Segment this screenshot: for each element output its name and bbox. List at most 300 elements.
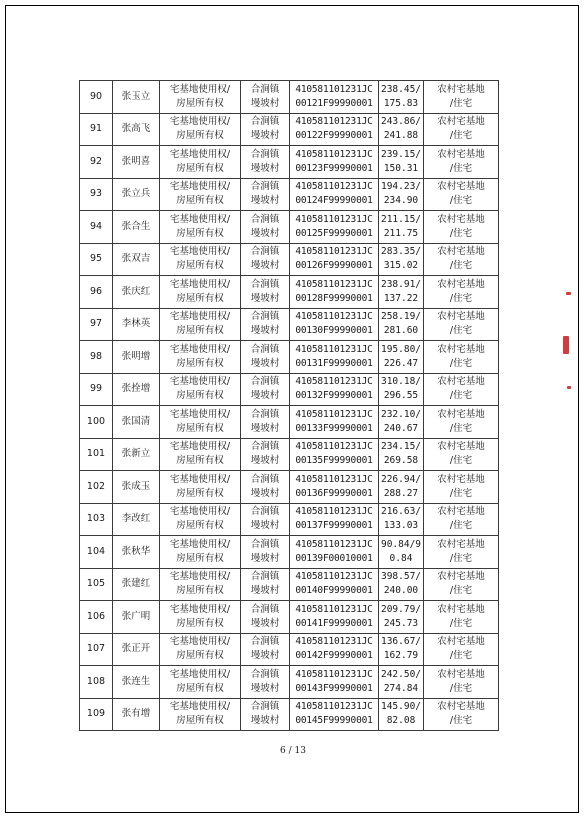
row-number-cell: 95: [80, 243, 113, 276]
unit-code-cell: [290, 81, 379, 114]
location-line: 合涧镇: [250, 538, 280, 550]
unit-code-cell: [290, 503, 379, 536]
right-type-cell: [160, 503, 241, 536]
right-type-line: 宅基地使用权/: [169, 636, 231, 648]
table-row: [80, 471, 499, 504]
location-cell: [241, 471, 290, 504]
unit-code-line: 410581101231JC: [295, 376, 373, 388]
unit-code-line: 410581101231JC: [295, 408, 373, 420]
land-use-line: /住宅: [449, 585, 473, 597]
unit-code-cell: [290, 471, 379, 504]
land-use-line: 农村宅基地: [437, 83, 485, 95]
row-number-cell: 108: [80, 666, 113, 699]
unit-code-line: 410581101231JC: [295, 213, 373, 225]
unit-code-cell: [290, 341, 379, 374]
land-use-cell: [424, 698, 499, 731]
holder-name-cell: 张明喜: [113, 146, 160, 179]
unit-code-line: 00128F99990001: [295, 292, 373, 304]
right-type-line: 宅基地使用权/: [169, 148, 231, 160]
area-line: 175.83: [383, 97, 419, 109]
right-type-line: 房屋所有权: [176, 585, 224, 597]
right-type-cell: [160, 438, 241, 471]
location-cell: [241, 276, 290, 309]
area-cell: [379, 243, 424, 276]
unit-code-line: 410581101231JC: [295, 668, 373, 680]
unit-code-line: 00131F99990001: [295, 357, 373, 369]
holder-name-cell: 张拴增: [113, 373, 160, 406]
right-type-line: 房屋所有权: [176, 97, 224, 109]
table-row: [80, 698, 499, 731]
unit-code-line: 00130F99990001: [295, 325, 373, 337]
holder-name-cell: 张建红: [113, 568, 160, 601]
location-line: 墁坡村: [250, 715, 280, 727]
unit-code-cell: [290, 308, 379, 341]
location-line: 合涧镇: [250, 408, 280, 420]
unit-code-line: 00139F00010001: [295, 552, 373, 564]
table-row: [80, 666, 499, 699]
unit-code-line: 410581101231JC: [295, 603, 373, 615]
land-use-line: /住宅: [449, 227, 473, 239]
area-line: 238.91/: [380, 278, 422, 290]
holder-name-cell: 李林英: [113, 308, 160, 341]
holder-name-cell: 张明增: [113, 341, 160, 374]
area-line: 232.10/: [380, 408, 422, 420]
area-line: 234.90: [383, 195, 419, 207]
area-cell: [379, 698, 424, 731]
location-line: 合涧镇: [250, 311, 280, 323]
area-line: 150.31: [383, 162, 419, 174]
area-line: 240.00: [383, 585, 419, 597]
holder-name-cell: 张有增: [113, 698, 160, 731]
land-use-cell: [424, 373, 499, 406]
location-cell: [241, 81, 290, 114]
area-cell: [379, 113, 424, 146]
row-number-cell: 96: [80, 276, 113, 309]
area-cell: [379, 503, 424, 536]
area-line: 242.50/: [380, 668, 422, 680]
right-type-line: 房屋所有权: [176, 162, 224, 174]
location-line: 合涧镇: [250, 603, 280, 615]
table-row: [80, 406, 499, 439]
unit-code-line: 410581101231JC: [295, 278, 373, 290]
location-line: 墁坡村: [250, 97, 280, 109]
land-use-line: 农村宅基地: [437, 278, 485, 290]
unit-code-line: 410581101231JC: [295, 473, 373, 485]
location-line: 合涧镇: [250, 636, 280, 648]
area-cell: [379, 536, 424, 569]
unit-code-line: 00125F99990001: [295, 227, 373, 239]
holder-name-cell: 张新立: [113, 438, 160, 471]
right-type-cell: [160, 373, 241, 406]
land-use-cell: [424, 243, 499, 276]
unit-code-line: 410581101231JC: [295, 538, 373, 550]
unit-code-cell: [290, 601, 379, 634]
right-type-cell: [160, 178, 241, 211]
table-row: [80, 113, 499, 146]
row-number-cell: 91: [80, 113, 113, 146]
holder-name-cell: 张玉立: [113, 81, 160, 114]
location-cell: [241, 308, 290, 341]
location-line: 合涧镇: [250, 278, 280, 290]
location-line: 合涧镇: [250, 246, 280, 258]
land-use-line: 农村宅基地: [437, 636, 485, 648]
land-use-cell: [424, 113, 499, 146]
unit-code-cell: [290, 146, 379, 179]
holder-name-cell: 张国清: [113, 406, 160, 439]
area-line: 82.08: [386, 715, 416, 727]
row-number-cell: 102: [80, 471, 113, 504]
land-use-line: /住宅: [449, 325, 473, 337]
area-line: 0.84: [389, 552, 413, 564]
table-row: [80, 536, 499, 569]
right-type-line: 宅基地使用权/: [169, 181, 231, 193]
area-line: 226.94/: [380, 473, 422, 485]
location-cell: [241, 536, 290, 569]
unit-code-line: 00135F99990001: [295, 455, 373, 467]
right-type-line: 房屋所有权: [176, 260, 224, 272]
right-type-line: 宅基地使用权/: [169, 473, 231, 485]
seal-mark: [567, 386, 571, 389]
land-use-cell: [424, 601, 499, 634]
unit-code-cell: [290, 211, 379, 244]
right-type-line: 房屋所有权: [176, 422, 224, 434]
land-use-line: /住宅: [449, 715, 473, 727]
location-line: 墁坡村: [250, 487, 280, 499]
area-cell: [379, 406, 424, 439]
unit-code-cell: [290, 698, 379, 731]
right-type-line: 房屋所有权: [176, 227, 224, 239]
right-type-line: 房屋所有权: [176, 487, 224, 499]
area-line: 162.79: [383, 650, 419, 662]
right-type-line: 房屋所有权: [176, 682, 224, 694]
location-line: 墁坡村: [250, 227, 280, 239]
land-use-line: /住宅: [449, 292, 473, 304]
row-number-cell: 93: [80, 178, 113, 211]
land-use-cell: [424, 308, 499, 341]
right-type-cell: [160, 81, 241, 114]
land-use-line: 农村宅基地: [437, 116, 485, 128]
right-type-line: 宅基地使用权/: [169, 343, 231, 355]
land-use-cell: [424, 633, 499, 666]
row-number-cell: 98: [80, 341, 113, 374]
area-cell: [379, 373, 424, 406]
location-line: 合涧镇: [250, 343, 280, 355]
area-line: 234.15/: [380, 441, 422, 453]
right-type-line: 宅基地使用权/: [169, 278, 231, 290]
area-line: 226.47: [383, 357, 419, 369]
location-cell: [241, 113, 290, 146]
row-number-cell: 106: [80, 601, 113, 634]
row-number-cell: 100: [80, 406, 113, 439]
land-use-line: 农村宅基地: [437, 181, 485, 193]
holder-name-cell: 张合生: [113, 211, 160, 244]
unit-code-line: 410581101231JC: [295, 571, 373, 583]
location-line: 合涧镇: [250, 473, 280, 485]
land-use-line: /住宅: [449, 357, 473, 369]
location-line: 合涧镇: [250, 668, 280, 680]
land-use-line: 农村宅基地: [437, 571, 485, 583]
holder-name-cell: 张秋华: [113, 536, 160, 569]
right-type-cell: [160, 406, 241, 439]
land-use-line: 农村宅基地: [437, 343, 485, 355]
right-type-line: 房屋所有权: [176, 130, 224, 142]
area-cell: [379, 471, 424, 504]
land-use-cell: [424, 666, 499, 699]
right-type-line: 宅基地使用权/: [169, 441, 231, 453]
area-line: 315.02: [383, 260, 419, 272]
land-use-line: /住宅: [449, 195, 473, 207]
unit-code-cell: [290, 113, 379, 146]
row-number-cell: 94: [80, 211, 113, 244]
area-line: 195.80/: [380, 343, 422, 355]
land-use-line: 农村宅基地: [437, 376, 485, 388]
location-line: 墁坡村: [250, 650, 280, 662]
right-type-line: 宅基地使用权/: [169, 571, 231, 583]
unit-code-line: 410581101231JC: [295, 246, 373, 258]
unit-code-cell: [290, 276, 379, 309]
registry-table: [79, 80, 499, 731]
unit-code-line: 00141F99990001: [295, 617, 373, 629]
unit-code-cell: [290, 568, 379, 601]
unit-code-line: 410581101231JC: [295, 343, 373, 355]
location-line: 墁坡村: [250, 260, 280, 272]
seal-mark: [563, 336, 569, 354]
land-use-line: 农村宅基地: [437, 408, 485, 420]
location-cell: [241, 438, 290, 471]
unit-code-cell: [290, 243, 379, 276]
location-cell: [241, 568, 290, 601]
holder-name-cell: 张双吉: [113, 243, 160, 276]
land-use-line: 农村宅基地: [437, 473, 485, 485]
unit-code-line: 410581101231JC: [295, 181, 373, 193]
land-use-cell: [424, 178, 499, 211]
right-type-line: 宅基地使用权/: [169, 311, 231, 323]
location-line: 合涧镇: [250, 181, 280, 193]
row-number-cell: 90: [80, 81, 113, 114]
row-number-cell: 109: [80, 698, 113, 731]
land-use-cell: [424, 438, 499, 471]
holder-name-cell: 张成玉: [113, 471, 160, 504]
holder-name-cell: 张正开: [113, 633, 160, 666]
area-line: 245.73: [383, 617, 419, 629]
location-line: 合涧镇: [250, 148, 280, 160]
right-type-line: 宅基地使用权/: [169, 213, 231, 225]
right-type-line: 房屋所有权: [176, 195, 224, 207]
right-type-line: 房屋所有权: [176, 325, 224, 337]
right-type-line: 宅基地使用权/: [169, 83, 231, 95]
unit-code-line: 410581101231JC: [295, 148, 373, 160]
land-use-line: /住宅: [449, 390, 473, 402]
row-number-cell: 104: [80, 536, 113, 569]
location-line: 合涧镇: [250, 376, 280, 388]
page-number: 6 / 13: [280, 746, 306, 756]
area-cell: [379, 633, 424, 666]
land-use-line: 农村宅基地: [437, 701, 485, 713]
right-type-line: 宅基地使用权/: [169, 668, 231, 680]
land-use-cell: [424, 146, 499, 179]
holder-name-cell: 张连生: [113, 666, 160, 699]
area-line: 136.67/: [380, 636, 422, 648]
land-use-cell: [424, 81, 499, 114]
unit-code-line: 00142F99990001: [295, 650, 373, 662]
location-cell: [241, 698, 290, 731]
land-use-cell: [424, 536, 499, 569]
land-use-line: /住宅: [449, 682, 473, 694]
land-use-line: 农村宅基地: [437, 148, 485, 160]
location-line: 合涧镇: [250, 506, 280, 518]
land-use-line: 农村宅基地: [437, 603, 485, 615]
right-type-cell: [160, 341, 241, 374]
land-use-line: /住宅: [449, 487, 473, 499]
right-type-line: 房屋所有权: [176, 292, 224, 304]
right-type-line: 房屋所有权: [176, 617, 224, 629]
area-cell: [379, 341, 424, 374]
area-cell: [379, 276, 424, 309]
right-type-cell: [160, 698, 241, 731]
table-row: [80, 438, 499, 471]
table-row: [80, 146, 499, 179]
unit-code-line: 00132F99990001: [295, 390, 373, 402]
holder-name-cell: 李改红: [113, 503, 160, 536]
land-use-line: /住宅: [449, 617, 473, 629]
location-line: 墁坡村: [250, 455, 280, 467]
area-line: 274.84: [383, 682, 419, 694]
unit-code-line: 410581101231JC: [295, 506, 373, 518]
location-line: 合涧镇: [250, 116, 280, 128]
holder-name-cell: 张立兵: [113, 178, 160, 211]
land-use-line: /住宅: [449, 422, 473, 434]
unit-code-cell: [290, 666, 379, 699]
row-number-cell: 105: [80, 568, 113, 601]
area-line: 211.15/: [380, 213, 422, 225]
land-use-line: 农村宅基地: [437, 311, 485, 323]
unit-code-line: 410581101231JC: [295, 116, 373, 128]
area-line: 209.79/: [380, 603, 422, 615]
area-cell: [379, 601, 424, 634]
area-line: 243.86/: [380, 116, 422, 128]
unit-code-cell: [290, 178, 379, 211]
table-row: [80, 503, 499, 536]
location-line: 合涧镇: [250, 701, 280, 713]
land-use-line: /住宅: [449, 130, 473, 142]
unit-code-line: 00121F99990001: [295, 97, 373, 109]
land-use-line: /住宅: [449, 650, 473, 662]
row-number-cell: 107: [80, 633, 113, 666]
area-line: 288.27: [383, 487, 419, 499]
land-use-cell: [424, 471, 499, 504]
right-type-cell: [160, 243, 241, 276]
area-line: 239.15/: [380, 148, 422, 160]
location-line: 合涧镇: [250, 213, 280, 225]
right-type-line: 房屋所有权: [176, 715, 224, 727]
table-row: [80, 276, 499, 309]
location-line: 墁坡村: [250, 130, 280, 142]
location-line: 墁坡村: [250, 585, 280, 597]
area-line: 90.84/9: [380, 538, 422, 550]
table-row: [80, 633, 499, 666]
land-use-cell: [424, 276, 499, 309]
unit-code-cell: [290, 438, 379, 471]
unit-code-line: 410581101231JC: [295, 311, 373, 323]
unit-code-line: 00123F99990001: [295, 162, 373, 174]
land-use-cell: [424, 503, 499, 536]
location-cell: [241, 406, 290, 439]
unit-code-line: 00133F99990001: [295, 422, 373, 434]
area-cell: [379, 568, 424, 601]
area-line: 238.45/: [380, 83, 422, 95]
area-line: 216.63/: [380, 506, 422, 518]
right-type-cell: [160, 276, 241, 309]
area-cell: [379, 178, 424, 211]
unit-code-line: 00143F99990001: [295, 682, 373, 694]
unit-code-line: 410581101231JC: [295, 636, 373, 648]
location-line: 墁坡村: [250, 292, 280, 304]
land-use-line: /住宅: [449, 162, 473, 174]
unit-code-line: 410581101231JC: [295, 441, 373, 453]
right-type-line: 房屋所有权: [176, 357, 224, 369]
location-line: 墁坡村: [250, 162, 280, 174]
land-use-line: 农村宅基地: [437, 668, 485, 680]
area-cell: [379, 146, 424, 179]
right-type-cell: [160, 601, 241, 634]
right-type-line: 房屋所有权: [176, 455, 224, 467]
right-type-line: 宅基地使用权/: [169, 701, 231, 713]
location-cell: [241, 503, 290, 536]
row-number-cell: 92: [80, 146, 113, 179]
area-line: 137.22: [383, 292, 419, 304]
unit-code-line: 00140F99990001: [295, 585, 373, 597]
right-type-line: 宅基地使用权/: [169, 603, 231, 615]
right-type-cell: [160, 113, 241, 146]
right-type-cell: [160, 633, 241, 666]
unit-code-line: 00137F99990001: [295, 520, 373, 532]
right-type-cell: [160, 146, 241, 179]
location-cell: [241, 146, 290, 179]
row-number-cell: 101: [80, 438, 113, 471]
unit-code-line: 00124F99990001: [295, 195, 373, 207]
area-line: 281.60: [383, 325, 419, 337]
location-line: 墁坡村: [250, 520, 280, 532]
land-use-line: 农村宅基地: [437, 538, 485, 550]
location-line: 墁坡村: [250, 195, 280, 207]
location-cell: [241, 633, 290, 666]
right-type-cell: [160, 568, 241, 601]
right-type-cell: [160, 211, 241, 244]
table-row: [80, 81, 499, 114]
location-line: 墁坡村: [250, 390, 280, 402]
area-cell: [379, 81, 424, 114]
registry-table-body: [80, 81, 499, 731]
unit-code-line: 00126F99990001: [295, 260, 373, 272]
right-type-cell: [160, 308, 241, 341]
land-use-line: 农村宅基地: [437, 506, 485, 518]
right-type-line: 宅基地使用权/: [169, 408, 231, 420]
area-line: 398.57/: [380, 571, 422, 583]
area-line: 211.75: [383, 227, 419, 239]
unit-code-cell: [290, 536, 379, 569]
land-use-cell: [424, 406, 499, 439]
land-use-cell: [424, 211, 499, 244]
area-line: 296.55: [383, 390, 419, 402]
area-line: 240.67: [383, 422, 419, 434]
holder-name-cell: 张广明: [113, 601, 160, 634]
unit-code-line: 00122F99990001: [295, 130, 373, 142]
right-type-line: 宅基地使用权/: [169, 116, 231, 128]
location-cell: [241, 211, 290, 244]
land-use-cell: [424, 568, 499, 601]
right-type-line: 宅基地使用权/: [169, 376, 231, 388]
right-type-line: 宅基地使用权/: [169, 246, 231, 258]
